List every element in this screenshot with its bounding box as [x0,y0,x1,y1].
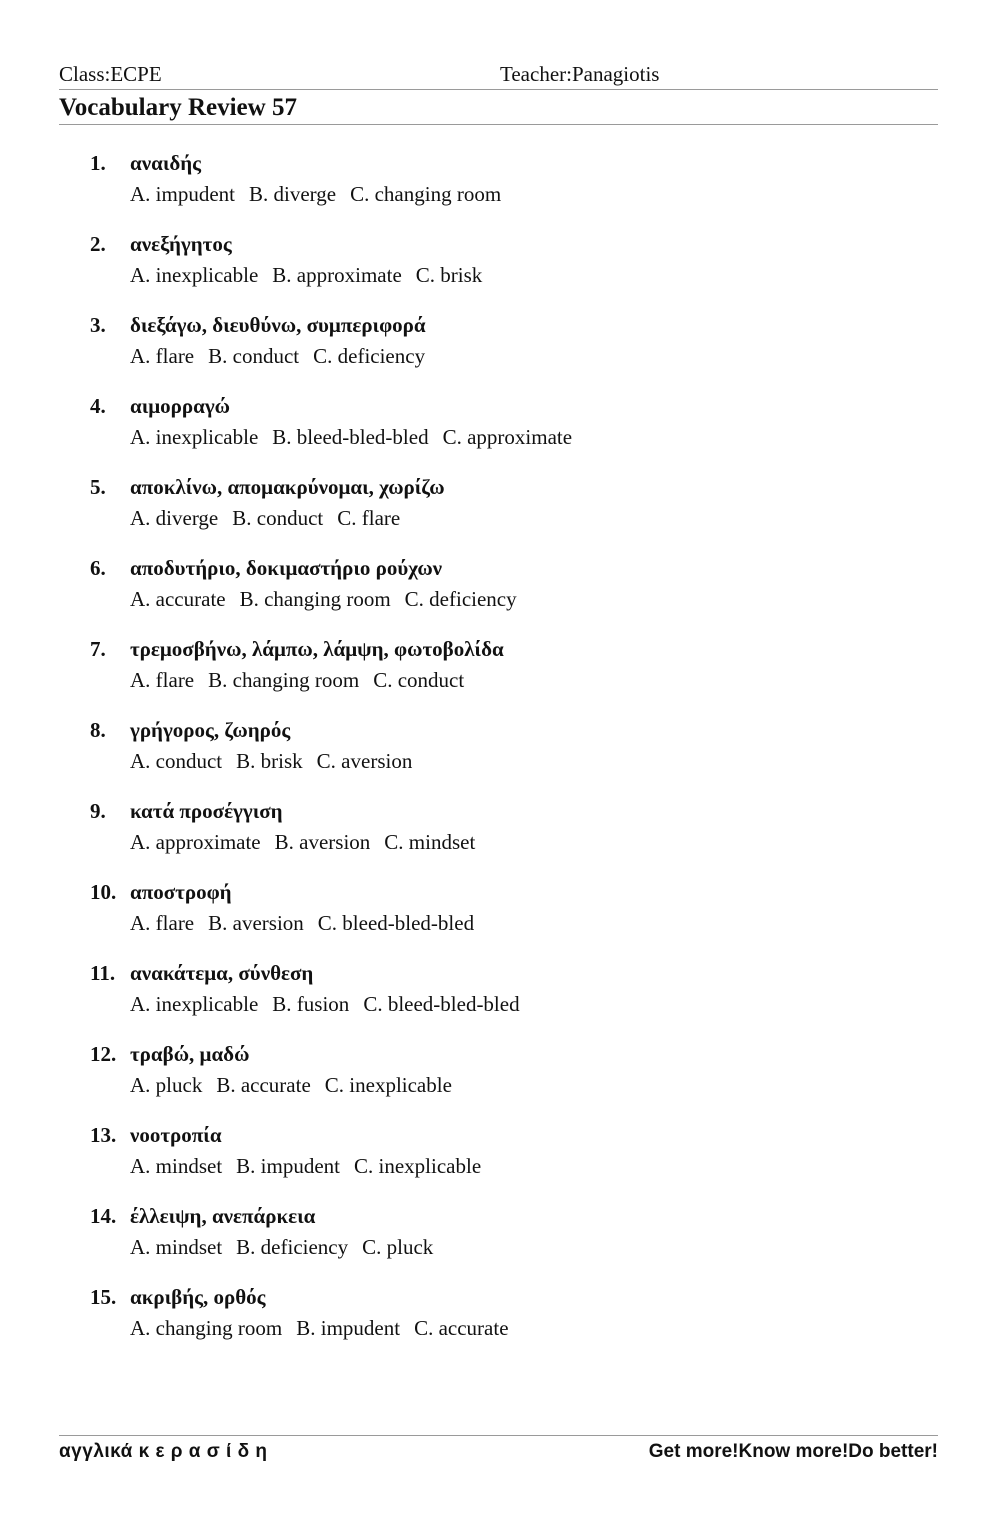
answer-option[interactable]: A. inexplicable [130,263,259,287]
answer-options [130,827,489,857]
answer-option[interactable]: C. deficiency [313,344,426,368]
class-label: Class:ECPE [59,62,162,86]
question-item [0,553,1000,634]
answer-options [130,1151,495,1181]
question-term: τρεμοσβήνω, λάμπω, λάμψη, φωτοβολίδα [130,637,504,661]
answer-option[interactable]: C. approximate [442,425,573,449]
question-number: 10. [90,880,117,904]
question-item [0,634,1000,715]
answer-option[interactable]: B. aversion [274,830,371,854]
question-item [0,310,1000,391]
question-term: γρήγορος, ζωηρός [130,718,291,742]
answer-options [130,179,515,209]
answer-options [130,1070,466,1100]
question-number: 7. [90,637,106,661]
question-number: 6. [90,556,106,580]
answer-option[interactable]: C. conduct [373,668,465,692]
page-title: Vocabulary Review 57 [59,94,297,121]
answer-option[interactable]: C. bleed-bled-bled [363,992,520,1016]
answer-option[interactable]: C. pluck [362,1235,434,1259]
question-item [0,796,1000,877]
answer-option[interactable]: B. fusion [272,992,350,1016]
answer-options [130,260,496,290]
answer-option[interactable]: A. mindset [130,1154,223,1178]
question-item [0,877,1000,958]
answer-option[interactable]: A. changing room [130,1316,283,1340]
answer-option[interactable]: B. deficiency [236,1235,349,1259]
answer-option[interactable]: C. inexplicable [324,1073,452,1097]
question-list [0,148,1000,1363]
answer-option[interactable]: A. flare [130,668,195,692]
question-number: 8. [90,718,106,742]
answer-option[interactable]: B. conduct [232,506,324,530]
question-item [0,391,1000,472]
question-term: ανακάτεμα, σύνθεση [130,961,314,985]
question-number: 3. [90,313,106,337]
question-number: 1. [90,151,106,175]
answer-option[interactable]: C. inexplicable [354,1154,482,1178]
question-term: έλλειψη, ανεπάρκεια [130,1204,316,1228]
answer-option[interactable]: C. accurate [414,1316,509,1340]
question-term: τραβώ, μαδώ [130,1042,250,1066]
question-number: 15. [90,1285,117,1309]
footer-brand: αγγλικά κ ε ρ α σ ί δ η [59,1441,268,1462]
answer-option[interactable]: B. aversion [208,911,304,935]
answer-option[interactable]: B. conduct [208,344,300,368]
answer-option[interactable]: C. mindset [384,830,476,854]
question-term: ακριβής, ορθός [130,1285,266,1309]
answer-options [130,503,414,533]
answer-options [130,422,586,452]
title-row [59,92,938,125]
answer-option[interactable]: C. changing room [350,182,502,206]
answer-option[interactable]: A. accurate [130,587,226,611]
answer-option[interactable]: A. conduct [130,749,223,773]
answer-option[interactable]: A. impudent [130,182,235,206]
question-term: αναιδής [130,151,202,175]
answer-option[interactable]: C. aversion [316,749,413,773]
question-item [0,472,1000,553]
answer-option[interactable]: A. inexplicable [130,992,259,1016]
answer-option[interactable]: A. inexplicable [130,425,259,449]
question-number: 2. [90,232,106,256]
answer-options [130,1232,447,1262]
page-header [59,62,938,90]
question-term: αιμορραγώ [130,394,231,418]
question-number: 14. [90,1204,117,1228]
answer-option[interactable]: B. approximate [272,263,402,287]
question-term: νοοτροπία [130,1123,222,1147]
question-term: διεξάγω, διευθύνω, συμπεριφορά [130,313,426,337]
question-item [0,715,1000,796]
question-term: αποστροφή [130,880,232,904]
answer-options [130,908,488,938]
answer-options [130,989,534,1019]
question-item [0,229,1000,310]
question-item [0,1282,1000,1363]
question-number: 5. [90,475,106,499]
answer-option[interactable]: B. changing room [239,587,391,611]
question-item [0,1120,1000,1201]
answer-option[interactable]: A. diverge [130,506,219,530]
answer-option[interactable]: B. brisk [236,749,303,773]
answer-option[interactable]: C. brisk [415,263,483,287]
answer-option[interactable]: A. mindset [130,1235,223,1259]
answer-option[interactable]: B. changing room [208,668,360,692]
footer-divider [59,1435,938,1436]
question-term: ανεξήγητος [130,232,232,256]
answer-options [130,584,531,614]
question-number: 12. [90,1042,117,1066]
question-term: κατά προσέγγιση [130,799,283,823]
answer-options [130,1313,523,1343]
question-item [0,1039,1000,1120]
answer-option[interactable]: B. diverge [249,182,337,206]
answer-option[interactable]: C. deficiency [404,587,517,611]
answer-option[interactable]: B. bleed-bled-bled [272,425,429,449]
footer-slogan: Get more!Know more!Do better! [648,1441,938,1462]
question-number: 11. [90,961,116,985]
question-item [0,148,1000,229]
answer-option[interactable]: A. flare [130,344,195,368]
answer-option[interactable]: B. accurate [216,1073,311,1097]
answer-option[interactable]: C. flare [337,506,401,530]
answer-option[interactable]: A. approximate [130,830,261,854]
answer-option[interactable]: B. impudent [236,1154,341,1178]
answer-options [130,341,439,371]
answer-options [130,746,426,776]
question-number: 9. [90,799,106,823]
question-number: 13. [90,1123,117,1147]
question-number: 4. [90,394,106,418]
answer-option[interactable]: A. flare [130,911,195,935]
answer-option[interactable]: C. bleed-bled-bled [317,911,475,935]
answer-options [130,665,478,695]
question-item [0,1201,1000,1282]
answer-option[interactable]: A. pluck [130,1073,203,1097]
question-term: αποκλίνω, απομακρύνομαι, χωρίζω [130,475,445,499]
question-term: αποδυτήριο, δοκιμαστήριο ρούχων [130,556,443,580]
question-item [0,958,1000,1039]
answer-option[interactable]: B. impudent [296,1316,401,1340]
teacher-label: Teacher:Panagiotis [500,62,660,86]
